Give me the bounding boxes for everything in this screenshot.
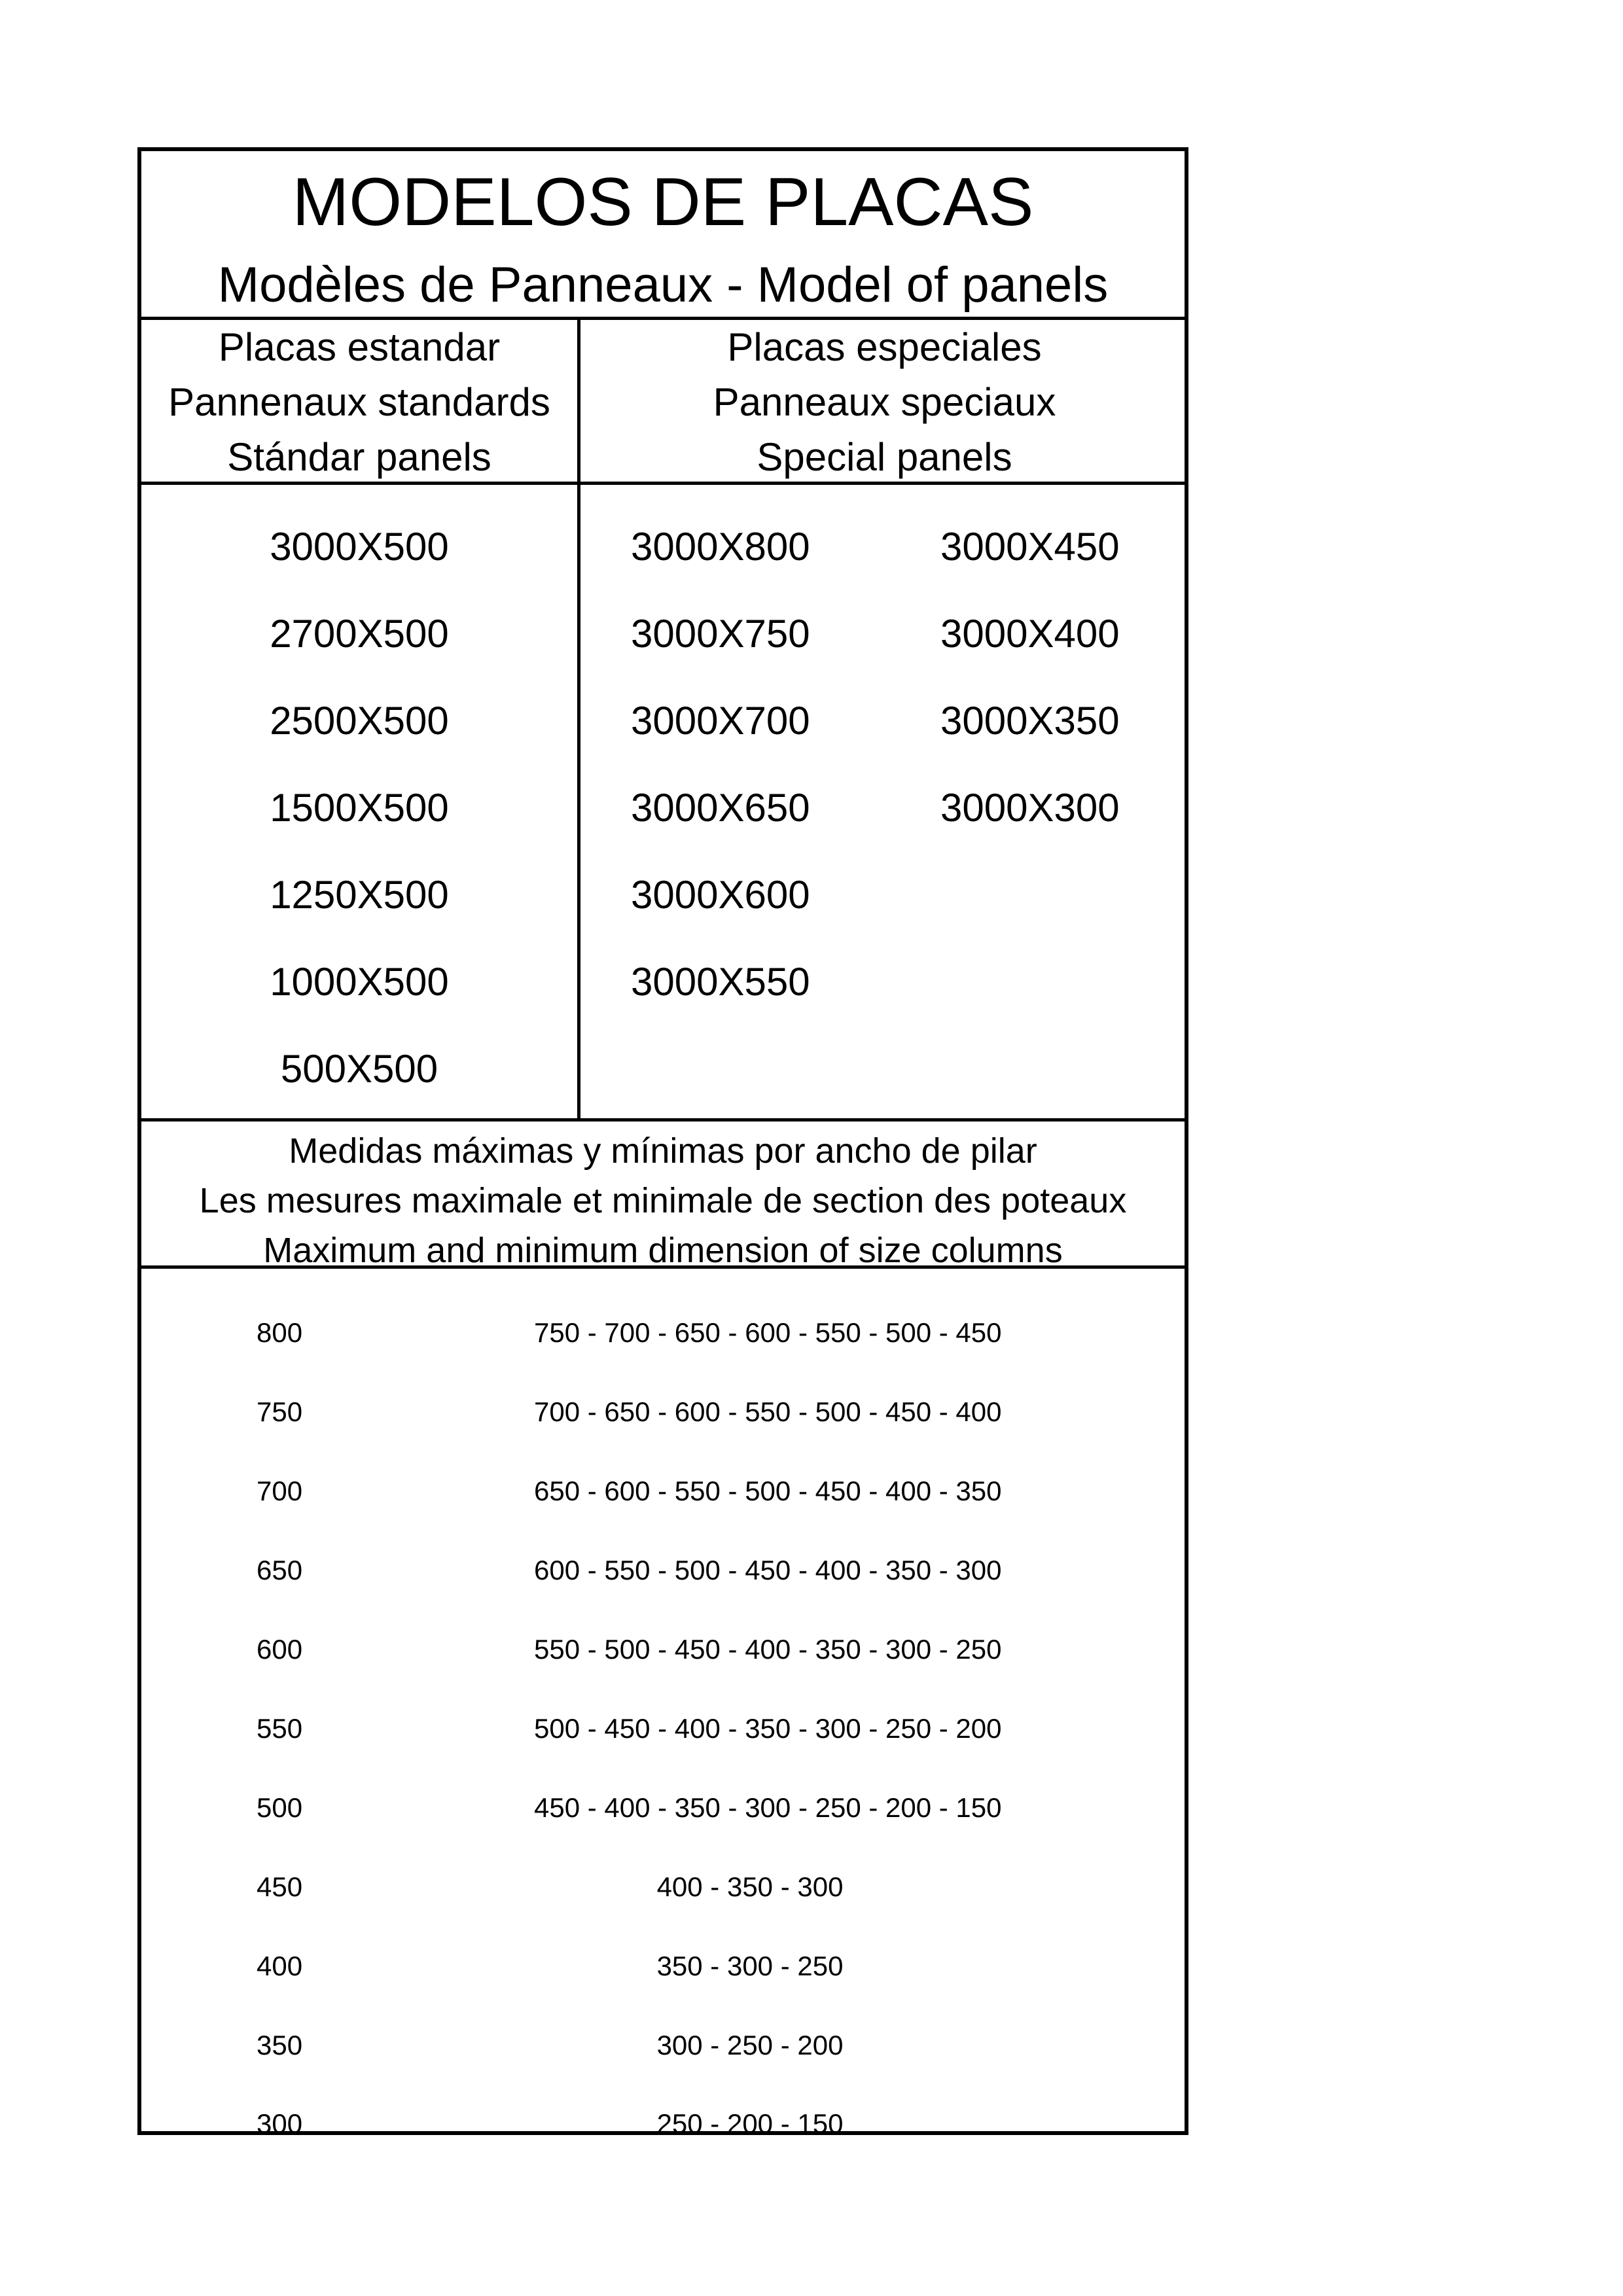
column-width: 450 <box>257 1871 303 1902</box>
panel-models-table <box>137 147 1188 2139</box>
standard-heading <box>141 320 577 485</box>
special-size: 3000X750 <box>631 612 810 656</box>
panel-range: 650 - 600 - 550 - 500 - 450 - 400 - 350 <box>534 1475 1002 1506</box>
special-size: 3000X800 <box>631 525 810 569</box>
special-size: 3000X300 <box>940 786 1120 830</box>
page-title: MODELOS DE PLACAS <box>292 164 1034 240</box>
standard-heading-en: Stándar panels <box>227 435 491 479</box>
special-size: 3000X700 <box>631 699 810 743</box>
page-subtitle: Modèles de Panneaux - Model of panels <box>217 257 1109 313</box>
column-width: 600 <box>257 1634 303 1665</box>
special-size: 3000X400 <box>940 612 1120 656</box>
column-width: 650 <box>257 1555 303 1585</box>
panel-range: 500 - 450 - 400 - 350 - 300 - 250 - 200 <box>534 1713 1002 1744</box>
standard-size: 500X500 <box>280 1047 438 1091</box>
special-heading <box>580 320 1188 485</box>
standard-size: 1500X500 <box>270 786 449 830</box>
panel-range: 450 - 400 - 350 - 300 - 250 - 200 - 150 <box>534 1792 1002 1823</box>
panel-range: 300 - 250 - 200 <box>656 2030 844 2060</box>
standard-size: 2500X500 <box>270 699 449 743</box>
special-heading-fr: Panneaux speciaux <box>713 380 1056 424</box>
column-width: 800 <box>257 1317 303 1348</box>
special-heading-en: Special panels <box>757 435 1012 479</box>
divider-sizes <box>141 1118 1185 1122</box>
panel-range: 750 - 700 - 650 - 600 - 550 - 500 - 450 <box>534 1317 1002 1348</box>
panel-range: 250 - 200 - 150 <box>656 2108 844 2139</box>
special-size: 3000X350 <box>940 699 1120 743</box>
standard-heading-fr: Pannenaux standards <box>168 380 550 424</box>
dimension-heading <box>141 1126 1185 1275</box>
special-size: 3000X600 <box>631 873 810 917</box>
standard-heading-es: Placas estandar <box>218 325 501 369</box>
column-width: 550 <box>257 1713 303 1744</box>
special-heading-es: Placas especiales <box>727 325 1042 369</box>
dimension-heading-es: Medidas máximas y mínimas por ancho de pilar <box>289 1131 1037 1171</box>
special-size: 3000X450 <box>940 525 1120 569</box>
panel-range: 600 - 550 - 500 - 450 - 400 - 350 - 300 <box>534 1555 1002 1585</box>
panel-range: 400 - 350 - 300 <box>656 1871 844 1902</box>
standard-size: 3000X500 <box>270 525 449 569</box>
column-width: 400 <box>257 1951 303 1981</box>
standard-size: 2700X500 <box>270 612 449 656</box>
column-width: 700 <box>257 1475 303 1506</box>
special-size: 3000X650 <box>631 786 810 830</box>
standard-size: 1000X500 <box>270 960 449 1004</box>
special-size: 3000X550 <box>631 960 810 1004</box>
panel-range: 350 - 300 - 250 <box>656 1951 844 1981</box>
panel-range: 550 - 500 - 450 - 400 - 350 - 300 - 250 <box>534 1634 1002 1665</box>
column-width: 750 <box>257 1396 303 1427</box>
column-width: 500 <box>257 1792 303 1823</box>
dimension-heading-en: Maximum and minimum dimension of size columns <box>263 1231 1063 1270</box>
dimension-heading-fr: Les mesures maximale et minimale de section des poteaux <box>199 1181 1127 1220</box>
column-width: 300 <box>257 2108 303 2139</box>
column-width: 350 <box>257 2030 303 2060</box>
panel-range: 700 - 650 - 600 - 550 - 500 - 450 - 400 <box>534 1396 1002 1427</box>
standard-size: 1250X500 <box>270 873 449 917</box>
